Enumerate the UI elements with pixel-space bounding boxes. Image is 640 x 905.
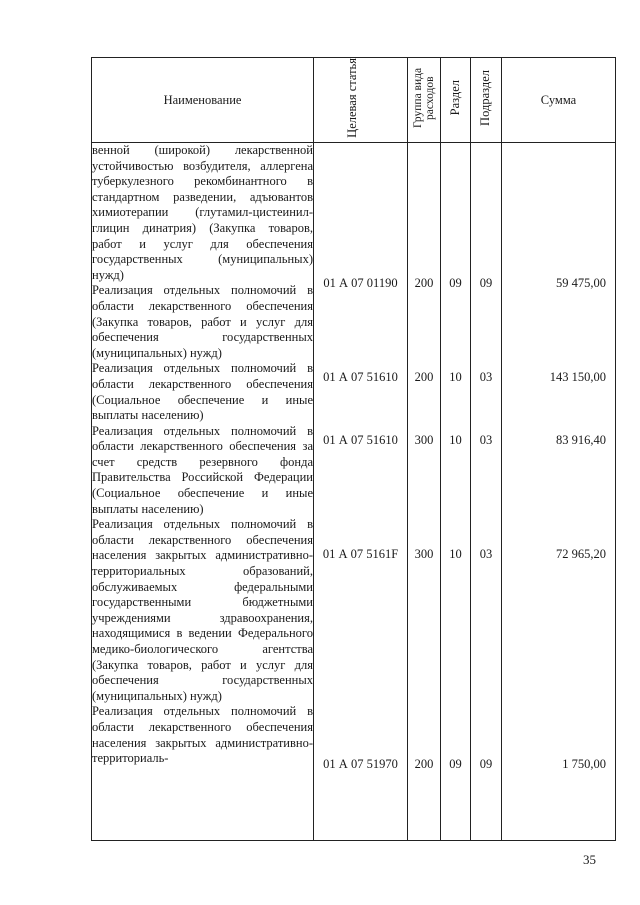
row-5-section: 09 [449,757,462,771]
row-2-target-article: 01 А 07 51610 [323,370,398,384]
row-3-expense-group: 300 [414,433,434,447]
row-3-name: Реализация отдельных полномочий в области лекарственного обеспечения (Социальное обеспечение и иные выплаты населению) [92,361,313,423]
row-1-expense-group: 200 [414,276,434,290]
header-expense-group: Группа вида расходов [408,58,441,143]
row-2-section: 10 [449,370,462,384]
sum-column [502,143,616,841]
row-2-expense-group: 200 [414,370,434,384]
row-5-subsection: 09 [479,757,493,771]
header-subsection: Подраздел [471,58,502,143]
expense-group-column [408,143,441,841]
row-4-target-article: 01 А 07 5161F [322,547,399,561]
row-4-name: Реализация отдельных полномочий в области лекарственного обеспечения за счет средств резервного фонда Правительства Российской Федерации (Социальное обеспечение и иные выплаты населению) [92,423,313,516]
row-3-sum: 83 916,40 [556,433,606,447]
row-2-subsection: 03 [479,370,493,384]
row-1-name: венной (широкой) лекарственной устойчивостью возбудителя, аллергена туберкулезного рекомбинантного в стандартном разведении, адъювантов химиотерапии (глутамил-цистеинил-глицин динатрия) (Закупка товаров, работ и услуг для обеспечения государственных (муниципальных) нужд) [92,143,313,282]
row-3-target-article: 01 А 07 51610 [323,433,398,447]
row-5-sum: 1 750,00 [562,757,606,771]
budget-table [91,57,616,841]
row-5-expense-group: 200 [414,757,434,771]
table-body-row [92,143,616,841]
subsection-column [471,143,502,841]
page-number: 35 [583,852,596,867]
name-column [92,143,314,841]
row-1-section: 09 [449,276,462,290]
header-target-article: Целевая статья [314,58,408,143]
row-3-section: 10 [449,433,462,447]
row-1-target-article: 01 А 07 01190 [323,276,398,290]
target-article-column [314,143,408,841]
row-1-sum: 59 475,00 [556,276,606,290]
row-5-name: Реализация отдельных полномочий в области лекарственного обеспечения населения закрытых административно-территориальных образований, обслуживаемых федеральными государственными бюджетными учреждениями здравоохранения, находящимися в ведении Федерального медико-биологического агентства (Закупка товаров, работ и услуг для обеспечения государственных (муниципальных) нужд) [92,517,313,703]
header-sum: Сумма [502,58,616,143]
row-1-subsection: 09 [479,276,493,290]
section-column [441,143,471,841]
row-4-expense-group: 300 [414,547,434,561]
row-4-subsection: 03 [479,547,493,561]
table-header-row [92,58,616,143]
row-5-target-article: 01 А 07 51970 [323,757,398,771]
row-2-name: Реализация отдельных полномочий в области лекарственного обеспечения (Закупка товаров, работ и услуг для обеспечения государственных (муниципальных) нужд) [92,283,313,360]
row-6-name: Реализация отдельных полномочий в области лекарственного обеспечения населения закрытых административно-территориаль- [92,704,313,766]
row-3-subsection: 03 [479,433,493,447]
row-2-sum: 143 150,00 [549,370,606,384]
row-4-section: 10 [449,547,462,561]
header-name: Наименование [92,58,314,143]
header-section: Раздел [441,58,471,143]
row-4-sum: 72 965,20 [556,547,606,561]
